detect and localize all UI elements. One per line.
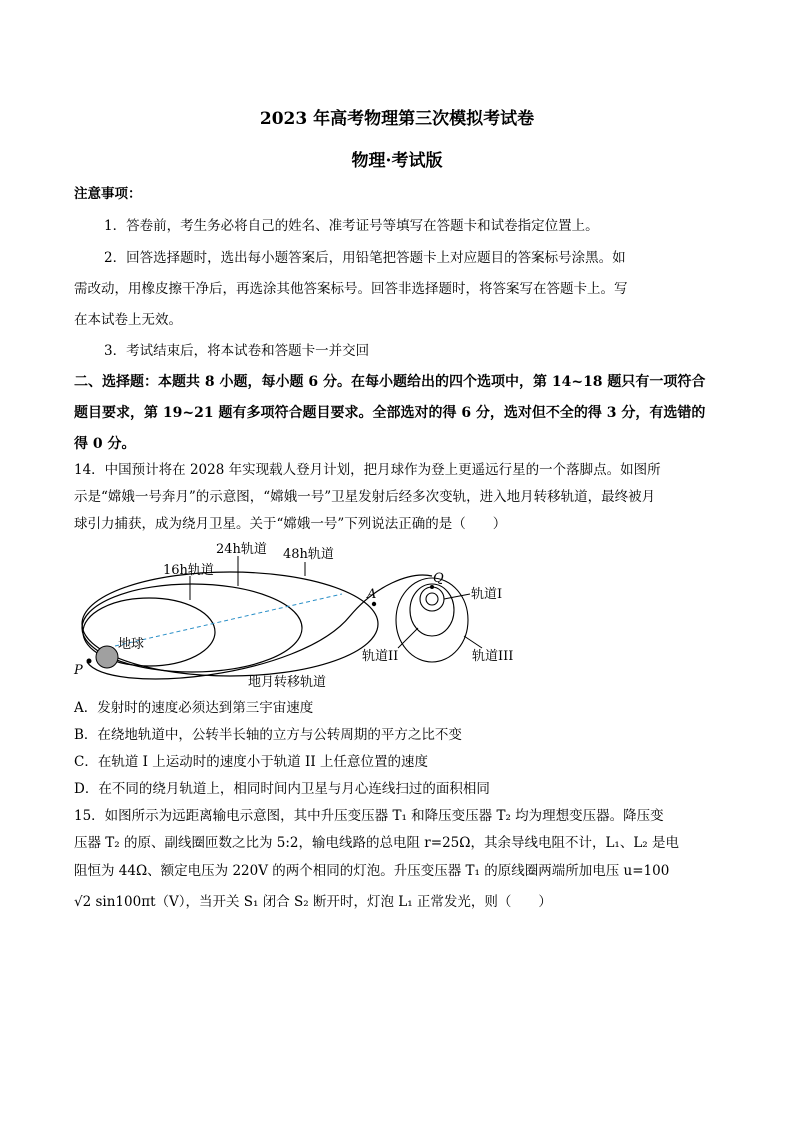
orbit-48h [82,572,378,676]
earth-icon [96,646,118,668]
q14-option-d: D．在不同的绕月轨道上，相同时间内卫星与月心连线扫过的面积相同 [74,781,490,797]
page-subtitle: 物理·考试版 [351,151,443,171]
leader-orbit1 [444,594,470,599]
label-orbit2: 轨道II [362,649,399,664]
q14-option-b: B．在绕地轨道中，公转半长轴的立方与公转周期的平方之比不变 [74,727,462,743]
section2-line-3: 得 0 分。 [74,436,136,452]
section2-line-2: 题目要求，第 19~21 题有多项符合题目要求。全部选对的得 6 分，选对但不全的得 3 分，有选错的 [74,405,706,421]
q14-option-c: C．在轨道 I 上运动时的速度小于轨道 II 上任意位置的速度 [74,754,428,770]
notice-item-1: 1．答卷前，考生务必将自己的姓名、准考证号等填写在答题卡和试卷指定位置上。 [104,218,599,234]
notice-item-3: 3．考试结束后，将本试卷和答题卡一并交回 [104,343,370,359]
leader-orbit2 [398,628,418,648]
q15-line-2: 压器 T₂ 的原、副线圈匝数之比为 5:2，输电线路的总电阻 r=25Ω，其余导线电阻不计，L₁、L₂ 是电 [74,835,679,851]
q14-stem-line-3: 球引力捕获，成为绕月卫星。关于“嫦娥一号”下列说法正确的是（ ） [74,516,507,532]
q15-line-3: 阻恒为 44Ω、额定电压为 220V 的两个相同的灯泡。升压变压器 T₁ 的原线圈两端所加电压 u=100 [74,863,670,879]
q14-stem-line-2: 示是“嫦娥一号奔月”的示意图，“嫦娥一号”卫星发射后经多次变轨，进入地月转移轨道，最终被月 [74,489,656,505]
label-24h: 24h轨道 [216,542,267,557]
label-earth: 地球 [118,637,145,652]
label-orbit1: 轨道I [471,587,503,602]
label-a: A [367,587,377,602]
q14-option-a: A．发射时的速度必须达到第三宇宙速度 [74,700,314,716]
moon-icon [426,593,438,605]
label-48h: 48h轨道 [283,547,334,562]
label-orbit3: 轨道III [472,649,514,664]
notice-heading: 注意事项： [74,186,142,202]
leader-orbit3 [464,636,482,648]
section2-line-1: 二、选择题：本题共 8 小题，每小题 6 分。在每小题给出的四个选项中，第 14~18 题只有一项符合 [74,374,706,390]
notice-item-2-cont: 需改动，用橡皮擦干净后，再选涂其他答案标号。回答非选择题时，将答案写在答题卡上。写 [74,281,628,297]
q14-stem-line-1: 14．中国预计将在 2028 年实现载人登月计划，把月球作为登上更遥远行星的一个落脚点。如图所 [74,462,661,478]
orbit-3 [396,578,468,662]
label-16h: 16h轨道 [163,563,214,578]
point-p-dot [87,659,92,664]
label-p: P [74,663,83,678]
q15-line-4: √2 sin100πt（V），当开关 S₁ 闭合 S₂ 断开时，灯泡 L₁ 正常发光，则（ ） [74,894,552,910]
point-a-dot [372,602,376,606]
earth-moon-line [115,594,342,646]
orbit-diagram [70,536,540,696]
orbit-2 [410,584,454,636]
notice-item-2-end: 在本试卷上无效。 [74,312,182,328]
label-transfer: 地月转移轨道 [248,675,327,690]
q15-line-1: 15．如图所示为远距离输电示意图，其中升压变压器 T₁ 和降压变压器 T₂ 均为理想变压器。降压变 [74,808,664,824]
page-title: 2023 年高考物理第三次模拟考试卷 [259,109,535,129]
label-q: Q [433,571,444,586]
notice-item-2: 2．回答选择题时，选出每小题答案后，用铅笔把答题卡上对应题目的答案标号涂黑。如 [104,250,626,266]
